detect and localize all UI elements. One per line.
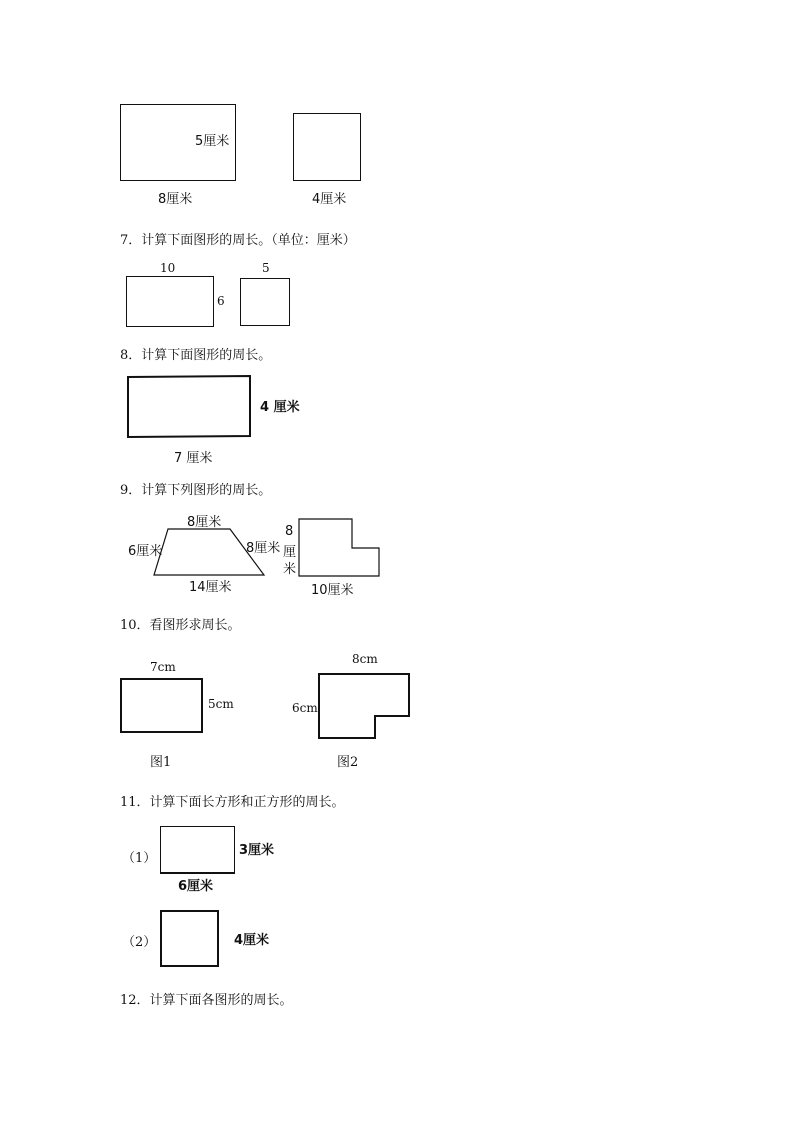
top-rectangle-width-label: 8厘米 [158,192,193,207]
q9-trap-top-label: 8厘米 [187,515,222,530]
q7-square [240,278,290,326]
q7-rect-side-label: 6 [217,294,225,308]
question-11: 11．计算下面长方形和正方形的周长。 [120,795,345,810]
q10-fig1-side-label: 5cm [208,697,234,711]
question-7: 7．计算下面图形的周长。（单位：厘米） [120,233,356,248]
q11-part-2-marker: （2） [122,935,157,950]
q7-square-top-label: 5 [262,261,270,275]
q7-rect-top-label: 10 [160,261,176,275]
top-square [293,113,361,181]
q9-lshape-bottom-label: 10厘米 [311,583,354,598]
q11-part-1-bottom-label: 6厘米 [178,879,214,894]
question-10: 10．看图形求周长。 [120,618,241,633]
q9-trap-right-label: 8厘米 [246,541,281,556]
question-9: 9．计算下列图形的周长。 [120,483,272,498]
q10-fig2-side-label: 6cm [292,701,318,715]
q10-fig1-top-label: 7cm [150,660,176,674]
q9-lshape-left-label-3: 米 [283,562,297,577]
top-rectangle-height-label: 5厘米 [195,134,230,149]
q10-figure-2 [318,673,412,741]
q8-bottom-label: 7 厘米 [174,451,213,466]
top-square-label: 4厘米 [312,192,347,207]
q7-rectangle [126,276,214,327]
q11-part-1-side-label: 3厘米 [239,843,275,858]
q11-rectangle-bottom-edge [160,872,235,874]
question-8: 8．计算下面图形的周长。 [120,348,272,363]
q9-trap-left-label: 6厘米 [128,544,163,559]
q11-part-1-marker: （1） [122,851,157,866]
q8-rectangle [125,375,255,441]
q9-lshape-left-label-1: 8 [285,524,294,539]
q11-rectangle [160,826,235,873]
question-12: 12．计算下面各图形的周长。 [120,993,293,1008]
q8-side-label: 4 厘米 [260,400,300,415]
q10-fig1-caption: 图1 [150,755,172,770]
q11-part-2-side-label: 4厘米 [234,933,270,948]
q11-square [160,910,219,967]
q9-l-shape [297,517,383,579]
q9-lshape-left-label-2: 厘 [283,545,297,560]
q10-fig2-caption: 图2 [337,755,359,770]
q9-trap-bottom-label: 14厘米 [189,580,232,595]
q10-figure-1 [120,678,203,733]
q10-fig2-top-label: 8cm [352,652,378,666]
